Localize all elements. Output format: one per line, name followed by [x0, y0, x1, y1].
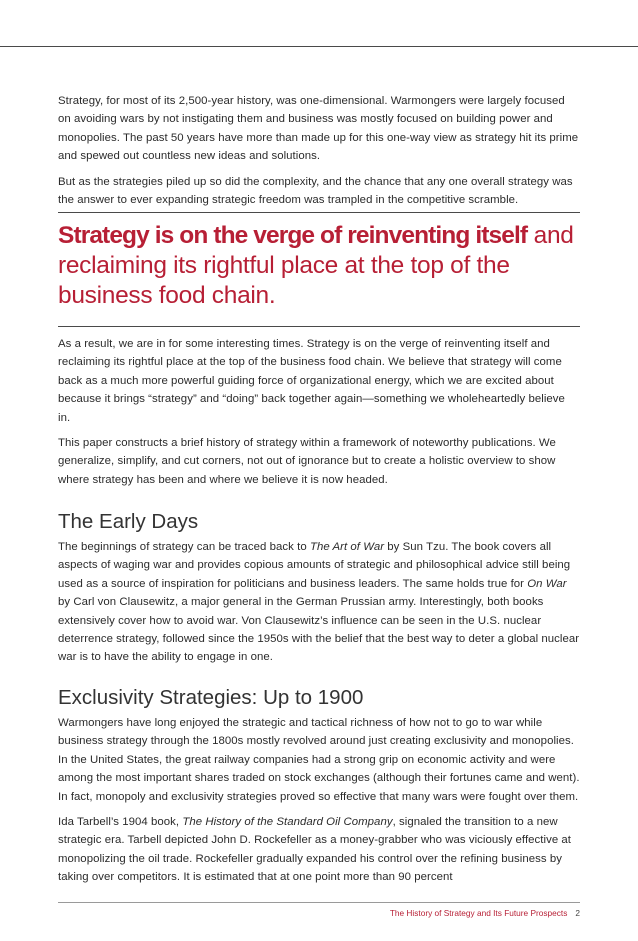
early-days-text-1: The beginnings of strategy can be traced back to — [58, 541, 310, 553]
intro-section — [58, 92, 580, 209]
pullquote-top-rule — [58, 212, 580, 213]
intro-paragraph-2: But as the strategies piled up so did the complexity, and the chance that any one overall strategy was the answer to ever expanding strategic freedom was trampled in the competitive scramble. — [58, 175, 573, 207]
page-footer — [390, 908, 580, 918]
exclusivity-text-1: Ida Tarbell’s 1904 book, — [58, 816, 183, 829]
after-quote-section — [58, 335, 580, 489]
pull-quote — [58, 221, 580, 311]
footer-title: The History of Strategy and Its Future Prospects — [389, 908, 568, 918]
pullquote-bottom-rule — [58, 326, 580, 327]
early-days-text-3: by Carl von Clausewitz, a major general in the German Prussian army. Interestingly, both books extensively cover how to avoid war. Von Clausewitz’s influence can be seen in the U.S. nuclear deterrence strategy, followed since the 1950s with the belief that the best way to deter a global nuclear war is to have the ability to engage in one. — [58, 596, 580, 664]
exclusivity-paragraph-1: Warmongers have long enjoyed the strategic and tactical richness of how not to go to war while business strategy through the 1800s mostly revolved around just creating exclusivity and monopolies. In the United States, the great railway companies had a strong grip on economic activity and were among the most important shares traded on stock exchanges (although their fortunes came and went). In fact, monopoly and exclusivity strategies proved so effective that many wars were fought over them. — [58, 717, 580, 803]
early-days-text-2: by Sun Tzu. The book covers all aspects of waging war and provides copious amounts of strategic and philosophical advice still being used as a source of inspiration for politicians and business leaders. The same holds true for — [58, 541, 571, 590]
intro-paragraph-1: Strategy, for most of its 2,500-year history, was one-dimensional. Warmongers were largely focused on avoiding wars by not instigating them and business was mostly focused on building power and monopolies. The past 50 years have more than made up for this one-way view as strategy hit its prime and spewed out countless new ideas and solutions. — [58, 95, 579, 163]
after-quote-paragraph-2: This paper constructs a brief history of strategy within a framework of noteworthy publications. We generalize, simplify, and cut corners, not out of ignorance but to create a holistic overview to show where strategy has been and where we believe it is now headed. — [58, 437, 556, 486]
book-title-art-of-war: The Art of War — [309, 541, 385, 553]
book-title-on-war: On War — [527, 577, 567, 590]
after-quote-paragraph-1: As a result, we are in for some interesting times. Strategy is on the verge of reinventing itself and reclaiming its rightful place at the top of the business food chain. We believe that strategy will come back as a much more powerful guiding force of organizational energy, which we are excited about because it brings “strategy” and “doing” back together again—something we wholeheartedly believe in. — [58, 338, 565, 424]
top-rule — [0, 46, 638, 47]
footer-rule — [58, 902, 580, 903]
exclusivity-section — [58, 714, 580, 887]
exclusivity-paragraph-2 — [58, 813, 580, 887]
heading-early-days: The Early Days — [58, 510, 199, 533]
pull-quote-bold: Strategy is on the verge of reinventing itself — [58, 222, 528, 249]
page-number: 2 — [575, 908, 580, 918]
heading-exclusivity: Exclusivity Strategies: Up to 1900 — [58, 686, 364, 709]
early-days-paragraph — [58, 538, 580, 667]
pull-quote-rest: and reclaiming its rightful place at the top of the business food chain. — [58, 222, 574, 309]
book-title-standard-oil: The History of the Standard Oil Company — [182, 816, 393, 829]
early-days-section — [58, 538, 580, 667]
exclusivity-text-2: , signaled the transition to a new strategic era. Tarbell depicted John D. Rockefeller as a money-grabber who was viciously effective at monopolizing the oil trade. Rockefeller gradually expanded his control over the refining business by taking over competitors. It is estimated that at one point more than 90 percent — [58, 816, 572, 884]
